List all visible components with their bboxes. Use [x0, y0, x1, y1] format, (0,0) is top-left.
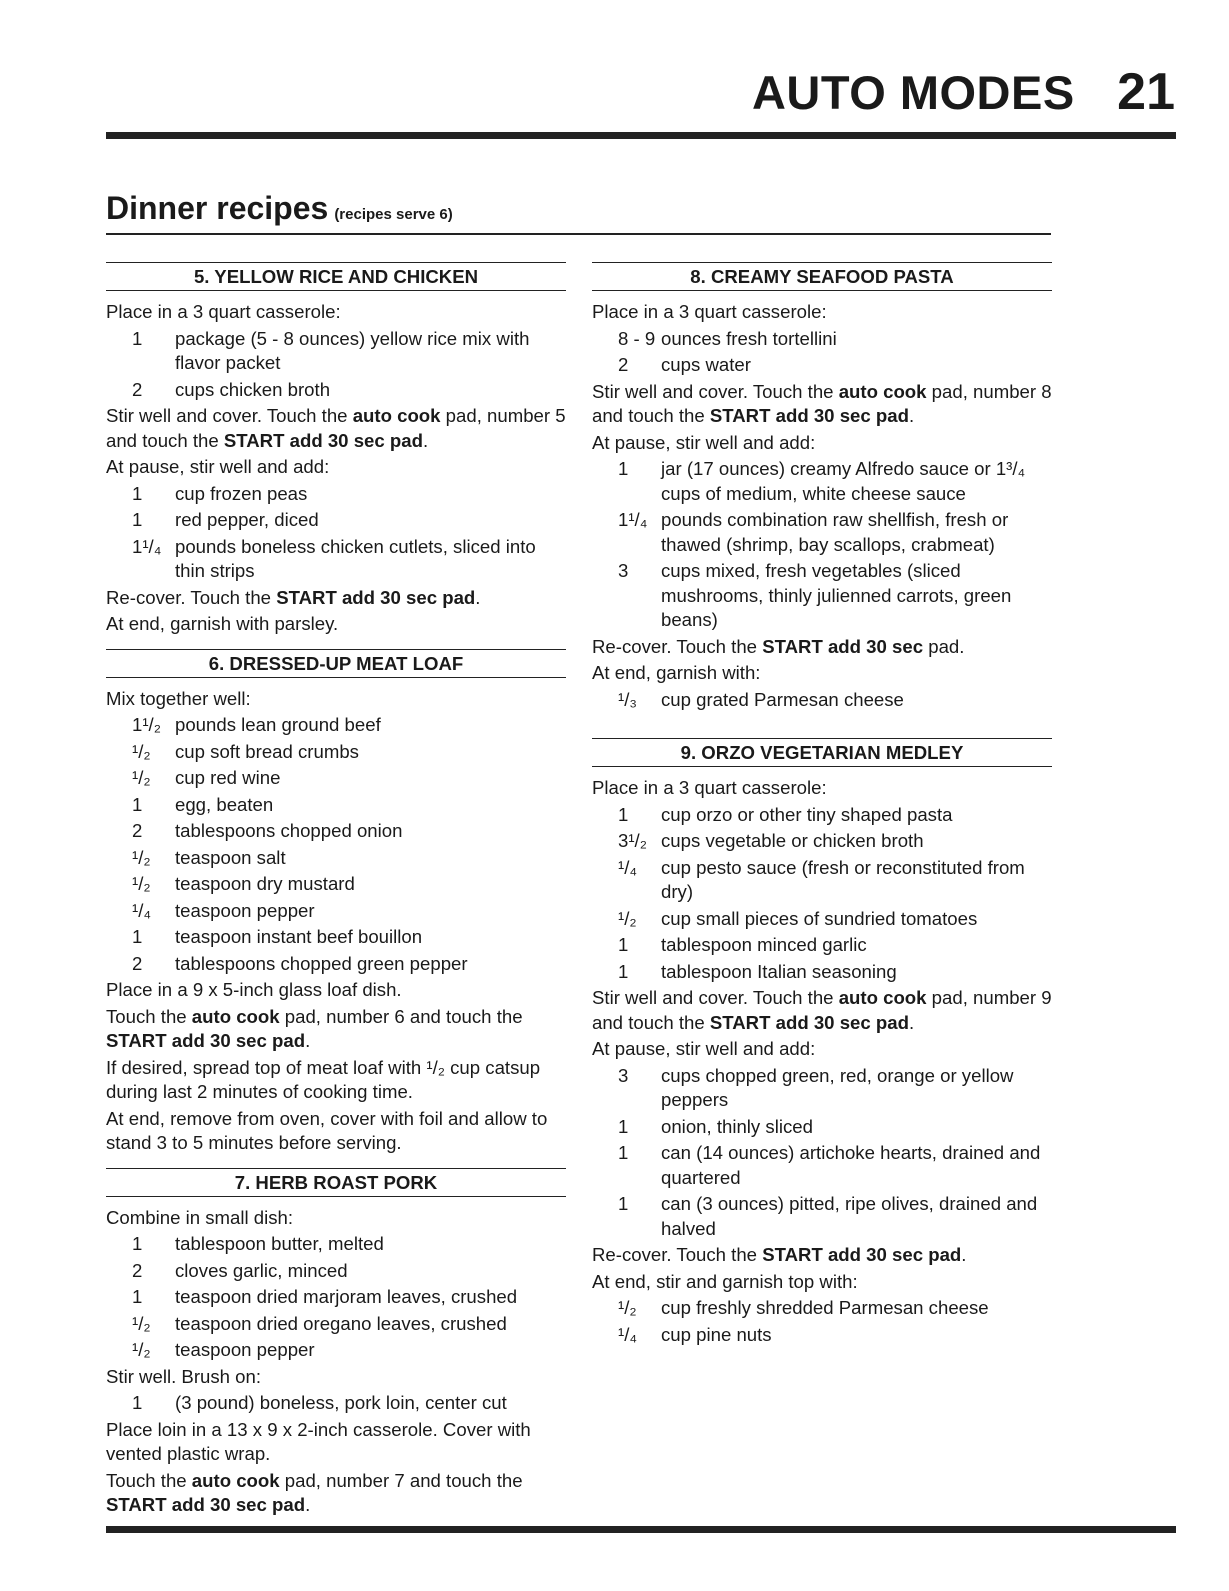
ingredient-description: onion, thinly sliced: [661, 1115, 813, 1137]
ingredient-description: teaspoon dried marjoram leaves, crushed: [175, 1286, 518, 1307]
ingredient-description: tablespoon Italian seasoning: [661, 960, 897, 982]
emphasis: auto cook: [191, 1005, 280, 1027]
ingredient-description: cups chopped green, red, orange or yellow peppers: [661, 1064, 1014, 1110]
ingredient-row: [592, 803, 1052, 828]
ingredient-quantity: 2: [132, 820, 143, 841]
ingredient-list: [592, 1296, 1052, 1347]
ingredient-quantity: 1¹/₄: [618, 509, 648, 530]
header-rule: [106, 132, 1176, 139]
emphasis: START add 30 sec pad: [709, 1011, 909, 1033]
ingredient-description: teaspoon dried oregano leaves, crushed: [175, 1312, 507, 1334]
instruction: [106, 404, 566, 453]
text: Re-cover. Touch the: [106, 586, 277, 608]
ingredient-list: [592, 688, 1052, 713]
ingredient-row: [592, 1064, 1052, 1113]
instruction: Place loin in a 13 x 9 x 2-inch casserole. Cover with vented plastic wrap.: [106, 1418, 531, 1464]
ingredient-description: cup freshly shredded Parmesan cheese: [661, 1297, 989, 1318]
ingredient-list: [106, 327, 566, 403]
ingredient-description: cup frozen peas: [175, 482, 308, 504]
ingredient-row: [592, 1296, 1052, 1321]
footer-rule: [106, 1526, 1176, 1533]
recipe-7: [106, 1168, 566, 1518]
text: Stir well and cover. Touch the: [106, 405, 353, 426]
ingredient-description: can (3 ounces) pitted, ripe olives, drained and halved: [661, 1193, 1038, 1239]
ingredient-quantity: 1: [618, 803, 629, 825]
ingredient-quantity: 3¹/₂: [618, 830, 647, 851]
page-number: 21: [1117, 63, 1175, 121]
section-title: AUTO MODES: [751, 66, 1075, 119]
ingredient-description: pounds lean ground beef: [175, 714, 381, 735]
ingredient-row: [106, 327, 566, 376]
ingredient-row: [106, 713, 566, 738]
ingredient-description: cups vegetable or chicken broth: [661, 830, 924, 851]
right-column: [592, 262, 1052, 1359]
ingredient-quantity: 1¹/₂: [132, 714, 161, 735]
ingredient-row: [106, 1391, 566, 1416]
ingredient-quantity: ¹/₃: [618, 688, 637, 710]
ingredient-description: cup orzo or other tiny shaped pasta: [661, 803, 953, 825]
ingredient-description: teaspoon dry mustard: [175, 873, 355, 894]
ingredient-description: ounces fresh tortellini: [661, 327, 837, 349]
text: Stir well and cover. Touch the: [592, 987, 839, 1008]
ingredient-description: pounds combination raw shellfish, fresh or thawed (shrimp, bay scallops, crabmeat): [661, 509, 1009, 555]
subheading-rule: [106, 233, 1051, 235]
ingredient-row: [592, 933, 1052, 958]
ingredient-row: [106, 819, 566, 844]
ingredient-description: teaspoon pepper: [175, 1339, 315, 1360]
ingredient-row: [106, 1259, 566, 1284]
ingredient-quantity: 1: [618, 960, 629, 982]
page-header: [0, 62, 1175, 122]
ingredient-quantity: ¹/₂: [618, 1297, 637, 1318]
ingredient-description: red pepper, diced: [175, 509, 319, 530]
text: .: [908, 1011, 915, 1033]
instruction: At pause, stir well and add:: [592, 431, 816, 453]
ingredient-quantity: 1¹/₄: [132, 535, 162, 557]
ingredient-description: cup small pieces of sundried tomatoes: [661, 907, 978, 929]
ingredient-row: [106, 1312, 566, 1337]
ingredient-quantity: 1: [132, 926, 143, 947]
ingredient-list: [592, 803, 1052, 985]
ingredient-row: [592, 1141, 1052, 1190]
text: .: [305, 1030, 311, 1051]
text: Re-cover. Touch the: [592, 1244, 763, 1265]
ingredient-row: [106, 872, 566, 897]
ingredient-row: [106, 1285, 566, 1310]
ingredient-description: teaspoon salt: [175, 846, 286, 868]
ingredient-description: pounds boneless chicken cutlets, sliced into thin strips: [175, 535, 536, 581]
ingredient-row: [592, 327, 1052, 352]
ingredient-quantity: 2: [132, 378, 143, 400]
ingredient-description: (3 pound) boneless, pork loin, center cut: [175, 1392, 507, 1413]
ingredient-row: [592, 1115, 1052, 1140]
instruction: Place in a 3 quart casserole:: [592, 777, 827, 798]
ingredient-row: [592, 1323, 1052, 1348]
instruction: [592, 1243, 1052, 1268]
ingredient-quantity: 2: [132, 1259, 143, 1281]
ingredient-quantity: ¹/₂: [132, 767, 151, 788]
instruction: [592, 986, 1052, 1035]
recipe-title: 9. ORZO VEGETARIAN MEDLEY: [592, 738, 1052, 767]
text: Stir well and cover. Touch the: [592, 380, 839, 402]
ingredient-description: cup soft bread crumbs: [175, 740, 359, 762]
subheading: [106, 190, 453, 227]
ingredient-quantity: 1: [618, 1193, 629, 1214]
subheading-title: Dinner recipes: [106, 190, 329, 226]
ingredient-row: [592, 353, 1052, 378]
ingredient-quantity: ¹/₂: [618, 907, 637, 929]
ingredient-row: [106, 482, 566, 507]
ingredient-description: tablespoons chopped green pepper: [175, 952, 468, 974]
ingredient-row: [106, 1232, 566, 1257]
ingredient-quantity: ¹/₂: [132, 846, 151, 868]
emphasis: START add 30 sec pad: [223, 429, 423, 451]
recipe-title: 6. DRESSED-UP MEAT LOAF: [106, 649, 566, 678]
ingredient-row: [592, 508, 1052, 557]
ingredient-row: [592, 559, 1052, 633]
recipe-title: 7. HERB ROAST PORK: [106, 1168, 566, 1197]
ingredient-row: [106, 1338, 566, 1363]
instruction: At end, garnish with parsley.: [106, 613, 339, 634]
recipe-5: [106, 262, 566, 637]
ingredient-list: [592, 327, 1052, 378]
text: pad.: [923, 635, 965, 657]
ingredient-quantity: ¹/₂: [132, 740, 151, 762]
ingredient-description: jar (17 ounces) creamy Alfredo sauce or 1³/₄ cups of medium, white cheese sauce: [661, 458, 1026, 504]
ingredient-quantity: 2: [132, 952, 143, 974]
instruction: [106, 1005, 566, 1054]
ingredient-quantity: 1: [618, 1115, 629, 1137]
instruction: At end, garnish with:: [592, 662, 761, 683]
ingredient-list: [592, 1064, 1052, 1242]
ingredient-quantity: ¹/₄: [132, 899, 151, 921]
ingredient-description: cups mixed, fresh vegetables (sliced mushrooms, thinly julienned carrots, green beans): [661, 560, 1012, 630]
ingredient-description: cups water: [661, 354, 751, 375]
ingredient-row: [106, 508, 566, 533]
ingredient-row: [106, 378, 566, 403]
ingredient-row: [106, 535, 566, 584]
instruction: [106, 586, 566, 611]
ingredient-quantity: ¹/₂: [132, 873, 151, 894]
instruction: If desired, spread top of meat loaf with ¹/₂ cup catsup during last 2 minutes of cooking time.: [106, 1056, 541, 1102]
ingredient-list: [592, 457, 1052, 633]
ingredient-description: cups chicken broth: [175, 378, 331, 400]
text: pad, number 8 and touch the: [592, 380, 1052, 426]
recipe-title: 8. CREAMY SEAFOOD PASTA: [592, 262, 1052, 291]
recipe-6: [106, 649, 566, 1156]
instruction: Mix together well:: [106, 687, 251, 709]
ingredient-list: [106, 482, 566, 584]
emphasis: START add 30 sec pad: [762, 1244, 962, 1265]
ingredient-row: [106, 766, 566, 791]
ingredient-row: [592, 907, 1052, 932]
text: .: [475, 586, 481, 608]
instruction: Combine in small dish:: [106, 1206, 294, 1228]
ingredient-row: [106, 925, 566, 950]
ingredient-list: [106, 1391, 566, 1416]
ingredient-row: [106, 899, 566, 924]
ingredient-quantity: ¹/₂: [132, 1339, 151, 1360]
instruction: [106, 1469, 566, 1518]
ingredient-description: cloves garlic, minced: [175, 1259, 348, 1281]
ingredient-quantity: 1: [618, 934, 629, 955]
ingredient-row: [106, 740, 566, 765]
ingredient-list: [106, 1232, 566, 1363]
instruction: [592, 635, 1052, 660]
emphasis: START add 30 sec pad: [709, 405, 909, 426]
ingredient-quantity: 3: [618, 1064, 629, 1086]
instruction: At end, stir and garnish top with:: [592, 1270, 858, 1292]
ingredient-quantity: 1: [132, 793, 143, 815]
ingredient-row: [592, 960, 1052, 985]
emphasis: auto cook: [191, 1469, 280, 1491]
text: pad, number 7 and touch the: [279, 1469, 523, 1491]
left-column: [106, 262, 566, 1530]
instruction: At pause, stir well and add:: [106, 456, 330, 477]
recipe-8: [592, 262, 1052, 712]
ingredient-row: [106, 952, 566, 977]
instruction: Place in a 3 quart casserole:: [106, 301, 341, 322]
ingredient-description: teaspoon pepper: [175, 899, 315, 921]
ingredient-description: tablespoon butter, melted: [175, 1233, 384, 1254]
ingredient-quantity: 1: [132, 482, 143, 504]
ingredient-description: egg, beaten: [175, 793, 274, 815]
text: .: [961, 1244, 967, 1265]
ingredient-row: [592, 856, 1052, 905]
ingredient-row: [106, 846, 566, 871]
recipe-9: [592, 738, 1052, 1347]
emphasis: START add 30 sec pad: [106, 1030, 306, 1051]
ingredient-quantity: 1: [618, 1142, 629, 1163]
ingredient-quantity: 3: [618, 560, 629, 581]
ingredient-quantity: ¹/₄: [618, 856, 637, 878]
ingredient-row: [592, 457, 1052, 506]
instruction: At end, remove from oven, cover with foil and allow to stand 3 to 5 minutes before serving.: [106, 1107, 548, 1153]
instruction: Place in a 3 quart casserole:: [592, 301, 827, 322]
ingredient-quantity: 8 - 9: [618, 327, 656, 349]
ingredient-quantity: ¹/₂: [132, 1312, 151, 1334]
ingredient-quantity: 1: [618, 458, 629, 479]
ingredient-description: can (14 ounces) artichoke hearts, drained and quartered: [661, 1142, 1041, 1188]
ingredient-description: tablespoons chopped onion: [175, 820, 403, 841]
emphasis: auto cook: [838, 987, 927, 1008]
text: Re-cover. Touch the: [592, 635, 763, 657]
text: .: [422, 429, 429, 451]
ingredient-description: package (5 - 8 ounces) yellow rice mix with flavor packet: [175, 327, 530, 373]
ingredient-row: [106, 793, 566, 818]
instruction: Stir well. Brush on:: [106, 1365, 262, 1387]
ingredient-description: teaspoon instant beef bouillon: [175, 926, 423, 947]
ingredient-row: [592, 688, 1052, 713]
text: Touch the: [106, 1005, 192, 1027]
text: .: [908, 405, 915, 426]
emphasis: START add 30 sec pad: [276, 586, 476, 608]
text: .: [305, 1494, 311, 1515]
ingredient-row: [592, 1192, 1052, 1241]
subheading-note: (recipes serve 6): [334, 206, 453, 223]
ingredient-quantity: 1: [132, 1233, 143, 1254]
emphasis: auto cook: [352, 405, 441, 426]
ingredient-description: cup pine nuts: [661, 1323, 772, 1345]
text: pad, number 9 and touch the: [592, 987, 1052, 1033]
ingredient-quantity: 1: [132, 1392, 143, 1413]
emphasis: START add 30 sec: [762, 635, 924, 657]
text: pad, number 6 and touch the: [279, 1005, 523, 1027]
recipe-title: 5. YELLOW RICE AND CHICKEN: [106, 262, 566, 291]
ingredient-quantity: 1: [132, 327, 143, 349]
ingredient-quantity: 2: [618, 354, 629, 375]
text: pad, number 5 and touch the: [106, 405, 566, 451]
ingredient-description: cup grated Parmesan cheese: [661, 688, 904, 710]
ingredient-quantity: 1: [132, 509, 143, 530]
ingredient-list: [106, 713, 566, 976]
instruction: Place in a 9 x 5-inch glass loaf dish.: [106, 979, 402, 1000]
ingredient-quantity: 1: [132, 1286, 143, 1307]
emphasis: START add 30 sec pad: [106, 1494, 306, 1515]
ingredient-quantity: ¹/₄: [618, 1323, 637, 1345]
ingredient-description: tablespoon minced garlic: [661, 934, 867, 955]
emphasis: auto cook: [838, 380, 927, 402]
instruction: At pause, stir well and add:: [592, 1038, 816, 1059]
text: Touch the: [106, 1469, 192, 1491]
ingredient-description: cup pesto sauce (fresh or reconstituted from dry): [661, 856, 1025, 902]
instruction: [592, 380, 1052, 429]
ingredient-description: cup red wine: [175, 767, 281, 788]
ingredient-row: [592, 829, 1052, 854]
